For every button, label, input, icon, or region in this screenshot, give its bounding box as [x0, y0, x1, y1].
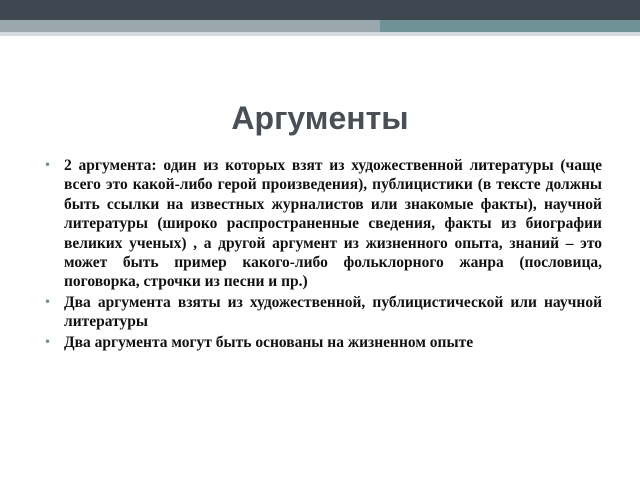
bullet-item-1 — [44, 156, 602, 292]
top-decor-band — [0, 0, 640, 20]
bullet-text-1: 2 аргумента: один из которых взят из художественной литературы (чаще всего это какой-либо герой произведения), публицистики (в тексте должны быть ссылки на известных журналистов или знакомые факты), научной литературы (широко распространенные сведения, факты из биографии великих ученых) , а другой аргумент из жизненного опыта, знаний – это может быть пример какого-либо фольклорного жанра (пословица, поговорка, строчки из песни и пр.) — [64, 157, 602, 291]
bullet-dot-icon: • — [44, 158, 52, 172]
slide-title: Аргументы — [231, 100, 409, 136]
bullet-text-2: Два аргумента взяты из художественной, публицистической или научной литературы — [64, 293, 602, 331]
bullet-item-3 — [44, 333, 602, 352]
accent-line — [0, 32, 640, 36]
bullet-item-2 — [44, 293, 602, 332]
bullet-text-3: Два аргумента могут быть основаны на жизненном опыте — [64, 333, 474, 351]
bullet-list — [44, 156, 602, 353]
accent-band-teal — [380, 20, 640, 32]
bullet-dot-icon: • — [44, 294, 52, 309]
bullet-dot-icon: • — [44, 334, 52, 349]
